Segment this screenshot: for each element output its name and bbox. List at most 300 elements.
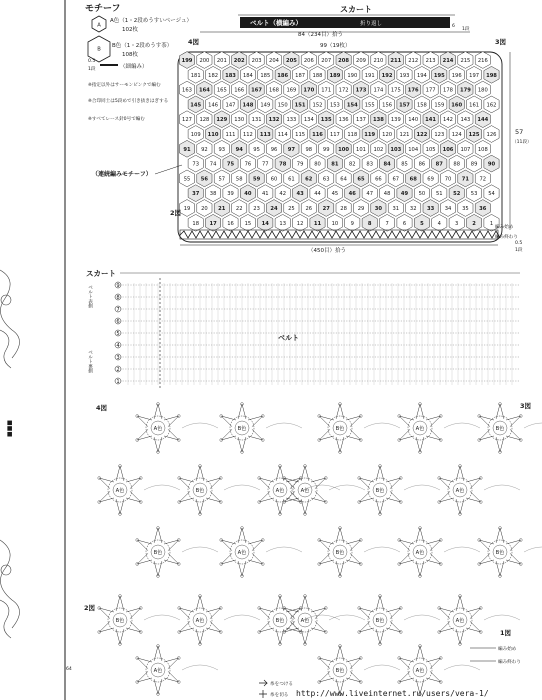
motif-number: 37	[192, 191, 200, 198]
flower-color-label: B色	[115, 618, 125, 624]
flower-petal	[466, 608, 481, 619]
legend-motif-title: モチーフ	[85, 4, 121, 14]
motif-number: 188	[312, 72, 323, 79]
motif-number: 83	[366, 161, 374, 168]
flower-petal	[466, 478, 481, 489]
flower-petal	[319, 671, 334, 682]
chain-link	[144, 485, 180, 490]
motif-number: 214	[442, 58, 454, 64]
motif-number: 186	[277, 72, 289, 79]
bottom-width-label: （450目）拾う	[308, 248, 346, 254]
flower-color-label: B色	[375, 488, 385, 494]
flower-petal	[386, 621, 401, 632]
motif-number: 18	[192, 220, 200, 227]
flower-motif	[98, 465, 180, 516]
flower-petal	[221, 416, 236, 427]
motif-number: 174	[373, 87, 384, 94]
motif-number: 16	[227, 220, 234, 227]
flower-petal	[238, 404, 246, 419]
motif-number: 161	[469, 102, 480, 109]
fig3-marker-bottom: 3図	[520, 402, 532, 410]
flower-petal	[496, 528, 504, 543]
motif-number: 97	[287, 146, 296, 153]
chain-link	[364, 547, 400, 552]
flower-petal	[179, 608, 194, 619]
motif-number: 122	[416, 132, 428, 138]
motif-number: 23	[253, 206, 260, 212]
motif-number: 160	[451, 102, 463, 109]
motif-number: 146	[208, 102, 219, 109]
motif-number: 15	[244, 220, 252, 227]
motif-number: 159	[434, 102, 445, 109]
hem-rows: 1段	[515, 248, 523, 253]
motif-number: 148	[242, 102, 254, 109]
flower-petal	[319, 429, 334, 440]
flower-petal	[479, 540, 494, 551]
flower-petal	[154, 528, 162, 543]
legend	[85, 3, 192, 122]
motif-number: 210	[373, 58, 384, 64]
motif-number: 182	[208, 72, 219, 79]
motif-number: 58	[235, 176, 243, 183]
flower-petal	[426, 416, 441, 427]
motif-number: 135	[320, 117, 332, 124]
flower-petal	[506, 429, 521, 440]
legend-belt-rows: 1段	[88, 67, 96, 72]
motif-number: 124	[451, 132, 462, 138]
join-motif-label: （連続編みモチーフ）	[92, 171, 152, 178]
flower-petal	[311, 491, 326, 502]
flower-color-label: A色	[300, 618, 310, 624]
flower-petal	[376, 499, 384, 514]
legend-belt-height: 0.5	[88, 59, 96, 64]
motif-number: 95	[253, 146, 260, 153]
flower-petal	[456, 596, 464, 611]
flower-petal	[399, 671, 414, 682]
motif-number: 72	[479, 176, 487, 183]
motif-number: 164	[198, 87, 210, 94]
motif-number: 29	[357, 206, 365, 212]
motif-number: 42	[279, 191, 287, 198]
fig4-marker-bottom: 4図	[96, 404, 108, 412]
motif-number: 76	[244, 161, 252, 168]
motif-number: 104	[408, 146, 419, 153]
cut-thread-icon	[259, 690, 267, 698]
flower-color-label: A色	[275, 488, 285, 494]
motif-number: 169	[286, 87, 297, 94]
flower-petal	[439, 608, 454, 619]
hem-start-label: 編み始め	[495, 225, 514, 230]
flower-petal	[116, 629, 124, 644]
motif-number: 140	[408, 117, 419, 124]
belt-fold-label: 折り返し	[360, 21, 383, 27]
flower-petal	[179, 491, 194, 502]
row-number: 9	[116, 283, 120, 290]
motif-number: 2	[472, 220, 476, 227]
motif-number: 134	[303, 117, 314, 124]
motif-number: 1	[489, 220, 494, 227]
motif-number: 136	[338, 117, 349, 124]
flower-color-label: B色	[195, 488, 205, 494]
motif-number: 87	[435, 161, 443, 168]
motif-number: 25	[288, 206, 295, 212]
row-number: 7	[116, 307, 120, 314]
motif-number: 138	[372, 117, 384, 124]
flower-motif	[318, 527, 400, 578]
flower-petal	[346, 429, 361, 440]
attach-thread-label: 糸をつける	[270, 682, 293, 687]
motif-number: 21	[218, 206, 226, 212]
flower-petal	[248, 429, 263, 440]
flower-petal	[346, 671, 361, 682]
hex-a-letter: A	[97, 22, 101, 29]
chain-link	[404, 615, 440, 620]
motif-number: 106	[442, 146, 454, 153]
flower-color-label: B色	[275, 618, 285, 624]
motif-number: 77	[261, 161, 269, 168]
flower-motif	[398, 403, 480, 454]
flower-motif	[98, 595, 180, 646]
motif-number: 57	[218, 176, 226, 183]
flower-petal	[346, 658, 361, 669]
flower-petal	[456, 629, 464, 644]
flower-motif	[358, 465, 440, 516]
motif-number: 212	[408, 58, 419, 64]
legend-note-1: ※指定以外はサーモンピンクで編む	[88, 83, 161, 88]
motif-number: 47	[366, 191, 374, 198]
motif-number: 203	[251, 58, 262, 64]
legend-note-3: ※すべてレース針0号で編む	[88, 117, 145, 122]
flower-petal	[426, 429, 441, 440]
flower-motif	[438, 465, 520, 516]
motif-number: 209	[356, 58, 366, 64]
flower-petal	[416, 404, 424, 419]
flower-motif	[478, 403, 542, 454]
motif-number: 73	[192, 161, 200, 168]
flower-petal	[196, 499, 204, 514]
flower-petal	[399, 416, 414, 427]
left-edge-fragment-text: ■■■	[6, 420, 13, 438]
motif-number: 196	[451, 72, 462, 79]
motif-number: 31	[392, 206, 400, 212]
motif-number: 130	[234, 117, 245, 124]
motif-number: 144	[477, 117, 489, 124]
flower-petal	[496, 561, 504, 576]
row-number: 2	[116, 367, 120, 374]
flower-petal	[196, 629, 204, 644]
flower-petal	[164, 416, 179, 427]
flower-petal	[506, 540, 521, 551]
motif-number: 69	[427, 176, 434, 183]
flower-petal	[164, 540, 179, 551]
flower-petal	[359, 491, 374, 502]
flower-petal	[416, 561, 424, 576]
flower-petal	[259, 491, 274, 502]
flower-petal	[164, 658, 179, 669]
motif-number: 187	[295, 72, 306, 79]
motif-number: 70	[444, 176, 452, 183]
flower-petal	[221, 540, 236, 551]
motif-number: 86	[418, 161, 426, 168]
chain-link	[182, 547, 218, 552]
flower-petal	[137, 540, 152, 551]
motif-number: 204	[269, 58, 279, 64]
skirt-title: スカート	[340, 5, 372, 14]
chain-link	[444, 423, 480, 428]
motif-number: 153	[329, 102, 340, 109]
flower-color-label: A色	[415, 668, 425, 674]
flower-petal	[479, 429, 494, 440]
motif-number: 137	[356, 117, 366, 124]
motif-number: 179	[459, 87, 471, 94]
row-number: 6	[116, 319, 120, 326]
flower-petal	[248, 416, 263, 427]
motif-number: 44	[314, 191, 321, 198]
skirt-top-width: 99（19枚）	[320, 43, 351, 49]
motif-number: 93	[218, 146, 226, 153]
flower-petal	[399, 658, 414, 669]
flower-petal	[346, 553, 361, 564]
motif-number: 54	[488, 191, 495, 198]
flower-petal	[179, 478, 194, 489]
motif-number: 49	[400, 191, 409, 198]
motif-number: 6	[402, 220, 407, 227]
motif-number: 128	[199, 117, 210, 124]
flower-color-label: A色	[153, 668, 163, 674]
belt-stitch-rows	[115, 278, 520, 390]
chart-hem-end: 編み終わり	[498, 660, 521, 665]
motif-number: 81	[331, 161, 339, 168]
motif-number: 90	[487, 161, 496, 168]
chain-link	[182, 665, 218, 670]
flower-petal	[336, 437, 344, 452]
motif-number: 66	[375, 176, 382, 183]
motif-number: 102	[373, 146, 384, 153]
motif-number: 65	[357, 176, 365, 183]
motif-number: 56	[200, 176, 209, 183]
flower-color-label: A色	[300, 488, 310, 494]
flower-petal	[206, 621, 221, 632]
motif-number: 78	[279, 161, 287, 168]
motif-number: 40	[244, 191, 252, 198]
motif-number: 12	[296, 220, 304, 227]
chain-link	[444, 665, 480, 670]
flower-color-label: B色	[495, 550, 505, 556]
motif-number: 170	[303, 87, 315, 94]
flower-petal	[99, 478, 114, 489]
motif-number: 4	[437, 220, 441, 227]
flower-petal	[439, 621, 454, 632]
flower-petal	[336, 646, 344, 661]
flower-petal	[416, 437, 424, 452]
chart-skirt-label: スカート	[86, 269, 116, 278]
belt-front-label: ベルト表側	[87, 285, 93, 308]
chain-link	[182, 423, 218, 428]
flower-color-label: A色	[455, 488, 465, 494]
row-number: 8	[116, 295, 120, 302]
flower-motif	[283, 595, 365, 646]
flower-petal	[196, 466, 204, 481]
motif-number: 165	[216, 87, 227, 94]
hem-end-label: 編み終わり	[495, 235, 518, 240]
flower-motif	[283, 465, 365, 516]
motif-number: 133	[286, 117, 297, 124]
motif-number: 176	[407, 87, 419, 94]
flower-petal	[359, 621, 374, 632]
motif-number: 141	[425, 117, 437, 124]
motif-number: 117	[329, 132, 340, 138]
flower-motif	[136, 403, 218, 454]
flower-petal	[456, 466, 464, 481]
flower-petal	[386, 478, 401, 489]
motif-number: 132	[268, 117, 280, 124]
motif-number: 26	[305, 206, 313, 212]
chain-link	[266, 423, 302, 428]
flower-petal	[359, 608, 374, 619]
flower-petal	[319, 658, 334, 669]
motif-number: 8	[367, 220, 372, 227]
flower-petal	[506, 416, 521, 427]
motif-number: 185	[260, 72, 271, 79]
motif-number: 156	[382, 102, 393, 109]
flower-petal	[221, 429, 236, 440]
flower-petal	[506, 553, 521, 564]
motif-number: 34	[444, 206, 452, 212]
stitch-chart	[66, 269, 542, 698]
legend-belt-label: （細編み）	[120, 64, 148, 70]
motif-number: 197	[469, 72, 480, 79]
motif-number: 180	[477, 87, 488, 94]
motif-number: 195	[433, 72, 445, 79]
hex-b-letter: B	[97, 46, 101, 53]
flower-petal	[99, 621, 114, 632]
motif-number: 100	[338, 146, 350, 153]
motif-number: 177	[425, 87, 436, 94]
page-number: 64	[66, 667, 72, 672]
motif-number: 150	[277, 102, 288, 109]
motif-number: 91	[183, 146, 191, 153]
lace-flower-motifs	[98, 403, 542, 696]
flower-petal	[206, 608, 221, 619]
motif-number: 7	[385, 220, 389, 227]
skirt-height: 57	[515, 128, 524, 136]
motif-number: 101	[356, 146, 366, 153]
flower-petal	[319, 416, 334, 427]
motif-number: 62	[305, 176, 313, 183]
motif-number: 110	[207, 132, 219, 138]
flower-color-label: B色	[335, 550, 345, 556]
motif-number: 63	[322, 176, 330, 183]
legend-color-b-label: B色（1・2段めうす茶）	[112, 43, 173, 49]
flower-petal	[399, 429, 414, 440]
motif-number: 9	[350, 220, 354, 227]
chain-link	[224, 485, 260, 490]
watermark-url: http://www.liveinternet.ru/users/vera-1/	[296, 689, 489, 698]
hem-zigzag	[180, 231, 500, 238]
flower-petal	[426, 671, 441, 682]
flower-petal	[238, 528, 246, 543]
motif-number: 199	[181, 58, 193, 64]
motif-number: 22	[235, 206, 243, 212]
flower-petal	[137, 429, 152, 440]
motif-number: 19	[183, 206, 191, 212]
motif-number: 24	[270, 206, 278, 212]
flower-petal	[319, 540, 334, 551]
motif-number: 168	[269, 87, 279, 94]
flower-petal	[154, 561, 162, 576]
flower-motif	[178, 465, 260, 516]
flower-petal	[496, 404, 504, 419]
belt-sample-bar	[100, 64, 118, 66]
motif-number: 53	[470, 191, 478, 198]
motif-number: 98	[305, 146, 313, 153]
flower-petal	[426, 553, 441, 564]
motif-number: 96	[270, 146, 278, 153]
cut-thread-label: 糸を切る	[270, 693, 289, 698]
motif-number: 126	[486, 132, 497, 138]
motif-number: 215	[460, 58, 471, 64]
flower-petal	[376, 466, 384, 481]
flower-motif	[258, 595, 340, 646]
motif-number: 119	[364, 132, 376, 138]
motif-number: 89	[470, 161, 478, 168]
flower-motif	[398, 645, 480, 696]
flower-motif	[136, 527, 218, 578]
flower-petal	[456, 499, 464, 514]
flower-petal	[416, 528, 424, 543]
flower-petal	[386, 491, 401, 502]
motif-number: 11	[313, 220, 322, 227]
motif-number: 143	[460, 117, 471, 124]
belt-side-rows: 1段	[462, 27, 470, 32]
motif-number: 171	[321, 87, 332, 94]
belt-side-height: 6	[452, 24, 455, 29]
flower-petal	[154, 437, 162, 452]
flower-petal	[164, 429, 179, 440]
flower-petal	[259, 478, 274, 489]
motif-number: 59	[252, 176, 261, 183]
motif-number: 94	[235, 146, 243, 153]
motif-number: 85	[401, 161, 408, 168]
motif-number: 50	[418, 191, 426, 198]
flower-petal	[466, 621, 481, 632]
flower-petal	[154, 404, 162, 419]
motif-number: 103	[390, 146, 402, 153]
motif-number: 10	[331, 220, 339, 227]
motif-number: 155	[364, 102, 375, 109]
flower-motif	[358, 595, 440, 646]
motif-number: 194	[416, 72, 427, 79]
legend-color-b-count: 108枚	[122, 52, 138, 58]
motif-number: 60	[270, 176, 278, 183]
motif-number: 120	[382, 132, 393, 138]
motif-number: 125	[468, 132, 480, 138]
legend-color-a-count: 102枚	[122, 27, 138, 33]
flower-petal	[346, 416, 361, 427]
chart-hem-start: 編み始め	[498, 647, 517, 652]
motif-number: 75	[226, 161, 235, 168]
flower-petal	[426, 540, 441, 551]
motif-number: 127	[182, 117, 192, 124]
motif-number: 5	[420, 220, 424, 227]
motif-number: 192	[381, 72, 393, 79]
flower-petal	[311, 478, 326, 489]
fig4-marker-top: 4図	[188, 38, 200, 46]
left-edge-lace-fragment	[0, 270, 20, 638]
chain-link	[266, 547, 302, 552]
flower-color-label: B色	[153, 550, 163, 556]
motif-number: 189	[329, 72, 341, 79]
